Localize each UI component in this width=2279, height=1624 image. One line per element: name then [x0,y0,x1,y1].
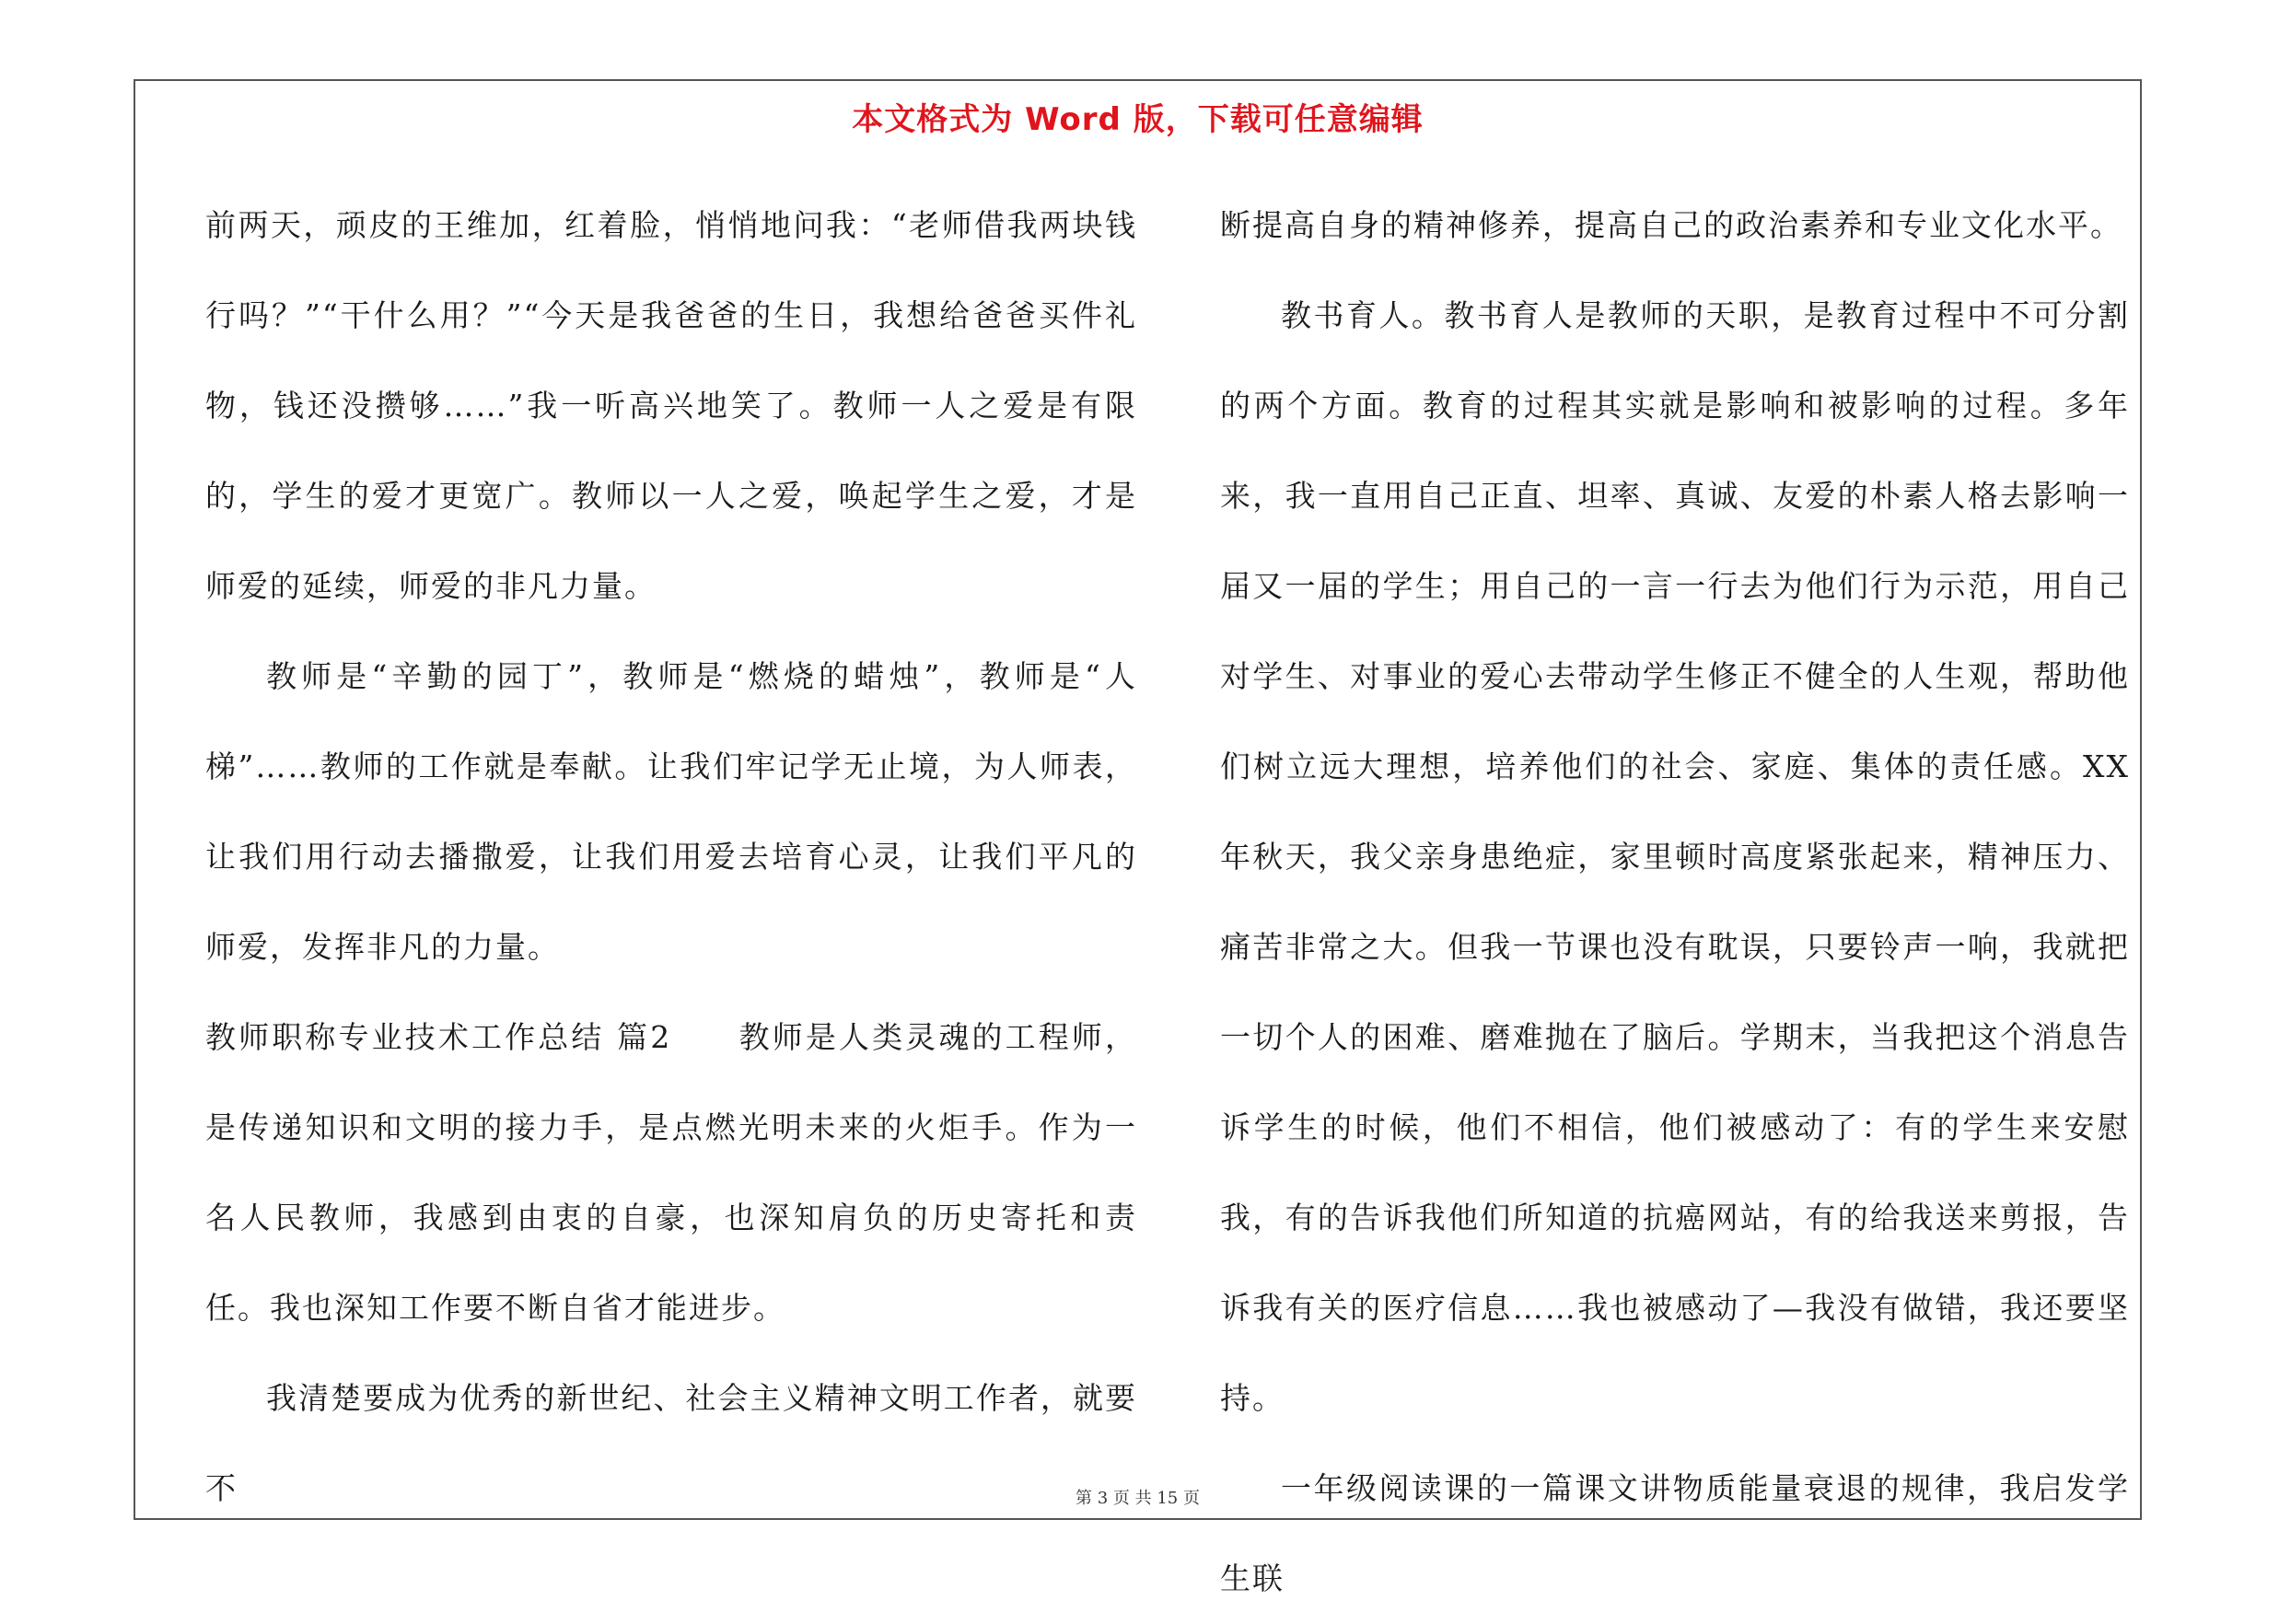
paragraph: 断提高自身的精神修养，提高自己的政治素养和专业文化水平。 [1220,207,2122,243]
right-column [1220,180,2130,1624]
left-column [205,180,1137,1534]
paragraph: 教书育人。教书育人是教师的天职，是教育过程中不可分割的两个方面。教育的过程其实就是影响和被影响的过程。多年来，我一直用自己正直、坦率、真诚、友爱的朴素人格去影响一届又一届的学生；用自己的一言一行去为他们行为示范，用自己对学生、对事业的爱心去带动学生修正不健全的人生观，帮助他们树立远大理想，培养他们的社会、家庭、集体的责任感。XX年秋天，我父亲身患绝症，家里顿时高度紧张起来，精神压力、痛苦非常之大。但我一节课也没有耽误，只要铃声一响，我就把一切个人的困难、磨难抛在了脑后。学期末，当我把这个消息告诉学生的时候，他们不相信，他们被感动了：有的学生来安慰我，有的告诉我他们所知道的抗癌网站，有的给我送来剪报，告诉我有关的医疗信息……我也被感动了—我没有做错，我还要坚持。 [1220,297,2130,1416]
page-indicator: 第 3 页 共 15 页 [1076,1489,1200,1508]
paragraph: 教师是“辛勤的园丁”，教师是“燃烧的蜡烛”，教师是“人梯”……教师的工作就是奉献。让我们牢记学无止境，为人师表，让我们用行动去播撒爱，让我们用爱去培育心灵，让我们平凡的师爱，发挥非凡的力量。 [205,658,1137,965]
paragraph: 一年级阅读课的一篇课文讲物质能量衰退的规律，我启发学生联 [1220,1470,2130,1596]
paragraph: 前两天，顽皮的王维加，红着脸，悄悄地问我：“老师借我两块钱行吗？”“干什么用？”“今天是我爸爸的生日，我想给爸爸买件礼物，钱还没攒够……”我一听高兴地笑了。教师一人之爱是有限的，学生的爱才更宽广。教师以一人之爱，唤起学生之爱，才是师爱的延续，师爱的非凡力量。 [205,207,1137,604]
paragraph: 教师职称专业技术工作总结 篇2 教师是人类灵魂的工程师，是传递知识和文明的接力手，是点燃光明未来的火炬手。作为一名人民教师，我感到由衷的自豪，也深知肩负的历史寄托和责任。我也深知工作要不断自省才能进步。 [205,1019,1137,1326]
header-banner: 本文格式为 Word 版，下载可任意编辑 [852,101,1424,138]
paragraph: 我清楚要成为优秀的新世纪、社会主义精神文明工作者，就要不 [205,1380,1137,1506]
page-frame [134,79,2142,1596]
